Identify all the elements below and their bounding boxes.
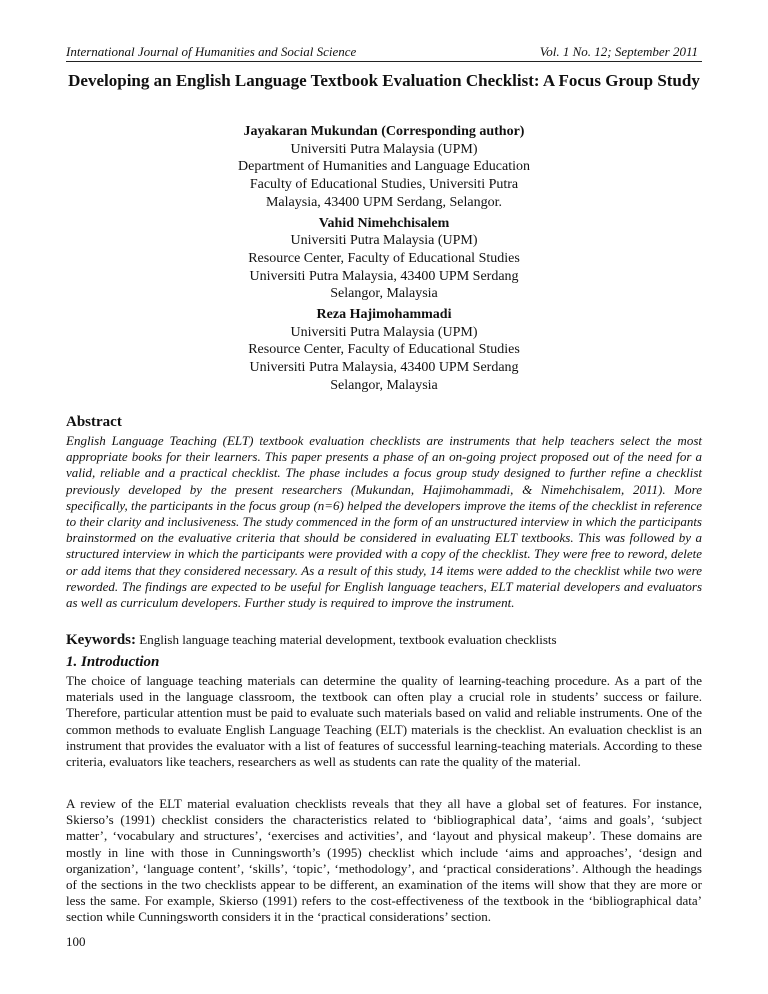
introduction-heading: 1. Introduction bbox=[66, 654, 160, 670]
page-number: 100 bbox=[66, 934, 86, 949]
paper-title: Developing an English Language Textbook Evaluation Checklist: A Focus Group Study bbox=[68, 71, 700, 90]
author-affiliation-line: Universiti Putra Malaysia (UPM) bbox=[290, 233, 478, 249]
author-affiliation-line: Selangor, Malaysia bbox=[330, 377, 438, 393]
author-affiliation-line: Universiti Putra Malaysia, 43400 UPM Serdang bbox=[249, 268, 519, 284]
author-affiliation-line: Selangor, Malaysia bbox=[330, 286, 438, 302]
abstract-text: English Language Teaching (ELT) textbook evaluation checklists are instruments that help teachers select the most appropriate books for their learners. This paper presents a phase of an on-going project proposed out of the need for a valid, reliable and a practical checklist. The phase includes a focus group study designed to further refine a checklist previously developed by the present researchers (Mukundan, Hajimohammadi, & Nimehchisalem, 2011). More specifically, the participants in the focus group (n=6) helped the developers improve the items of the checklist in reference to their clarity and inclusiveness. The study commenced in the form of an unstructured interview in which the participants brainstormed on the evaluative criteria that should be considered in evaluating ELT textbooks. This was followed by a structured interview in which the participants were provided with a copy of the checklist. They were free to reword, delete or add items that they considered necessary. As a result of this study, 14 items were added to the checklist while two were reworded. The findings are expected to be useful for English language teachers, ELT material developers and evaluators as well as curriculum developers. Further study is required to improve the instrument. bbox=[66, 433, 702, 611]
keywords-text: English language teaching material development, textbook evaluation checklists bbox=[139, 632, 557, 647]
author-block bbox=[66, 215, 702, 304]
author-affiliation-line: Resource Center, Faculty of Educational Studies bbox=[248, 342, 520, 358]
introduction-paragraph: A review of the ELT material evaluation checklists reveals that they all have a global set of features. For instance, Skierso’s (1991) checklist considers the characteristics related to ‘bibliographical data’, ‘aims and goals’, ‘subject matter’, ‘vocabulary and structures’, ‘exercises and activities’, and ‘layout and physical makeup’. These domains are mostly in line with those in Cunningsworth’s (1995) checklist which include ‘aims and approaches’, ‘design and organization’, ‘language content’, ‘skills’, ‘topic’, ‘methodology’, and ‘practical considerations’. Although the headings of the sections in the two checklists appear to be different, an examination of the items will show that they are more or less the same. For example, Skierso (1991) refers to the cost-effectiveness of the textbook in the ‘bibliographical data’ section while Cunningsworth considers it in the ‘practical considerations’ section. bbox=[66, 796, 702, 925]
keywords-line bbox=[66, 631, 702, 649]
author-affiliation-line: Universiti Putra Malaysia (UPM) bbox=[290, 141, 478, 157]
author-block bbox=[66, 306, 702, 395]
author-affiliation-line: Universiti Putra Malaysia (UPM) bbox=[290, 324, 478, 340]
introduction-paragraph: The choice of language teaching materials can determine the quality of learning-teaching procedure. As a part of the materials used in the language classroom, the textbook can often play a crucial role in students’ success or failure. Therefore, particular attention must be paid to evaluate such materials based on valid and reliable instruments. One of the common methods to evaluate English Language Teaching (ELT) materials is the checklist. An evaluation checklist is an instrument that provides the evaluator with a list of features of successful learning-teaching materials. According to these criteria, evaluators like teachers, researchers as well as students can rate the quality of the material. bbox=[66, 673, 702, 770]
running-head bbox=[66, 44, 702, 62]
abstract-heading: Abstract bbox=[66, 414, 122, 430]
author-affiliation-line: Faculty of Educational Studies, Universiti Putra bbox=[249, 177, 519, 193]
author-affiliation-line: Resource Center, Faculty of Educational Studies bbox=[248, 250, 520, 266]
author-block bbox=[66, 123, 702, 212]
author-list bbox=[66, 123, 702, 398]
author-name: Vahid Nimehchisalem bbox=[318, 215, 450, 231]
author-name: Jayakaran Mukundan (Corresponding author) bbox=[243, 124, 525, 139]
author-name: Reza Hajimohammadi bbox=[316, 307, 452, 323]
author-affiliation-line: Department of Humanities and Language Education bbox=[238, 159, 530, 175]
issue-info: Vol. 1 No. 12; September 2011 bbox=[539, 44, 698, 59]
journal-name: International Journal of Humanities and Social Science bbox=[66, 44, 357, 59]
header-rule bbox=[66, 61, 702, 62]
author-affiliation-line: Universiti Putra Malaysia, 43400 UPM Serdang bbox=[249, 360, 519, 376]
keywords-label: Keywords: bbox=[66, 632, 136, 648]
author-affiliation-line: Malaysia, 43400 UPM Serdang, Selangor. bbox=[265, 194, 503, 210]
